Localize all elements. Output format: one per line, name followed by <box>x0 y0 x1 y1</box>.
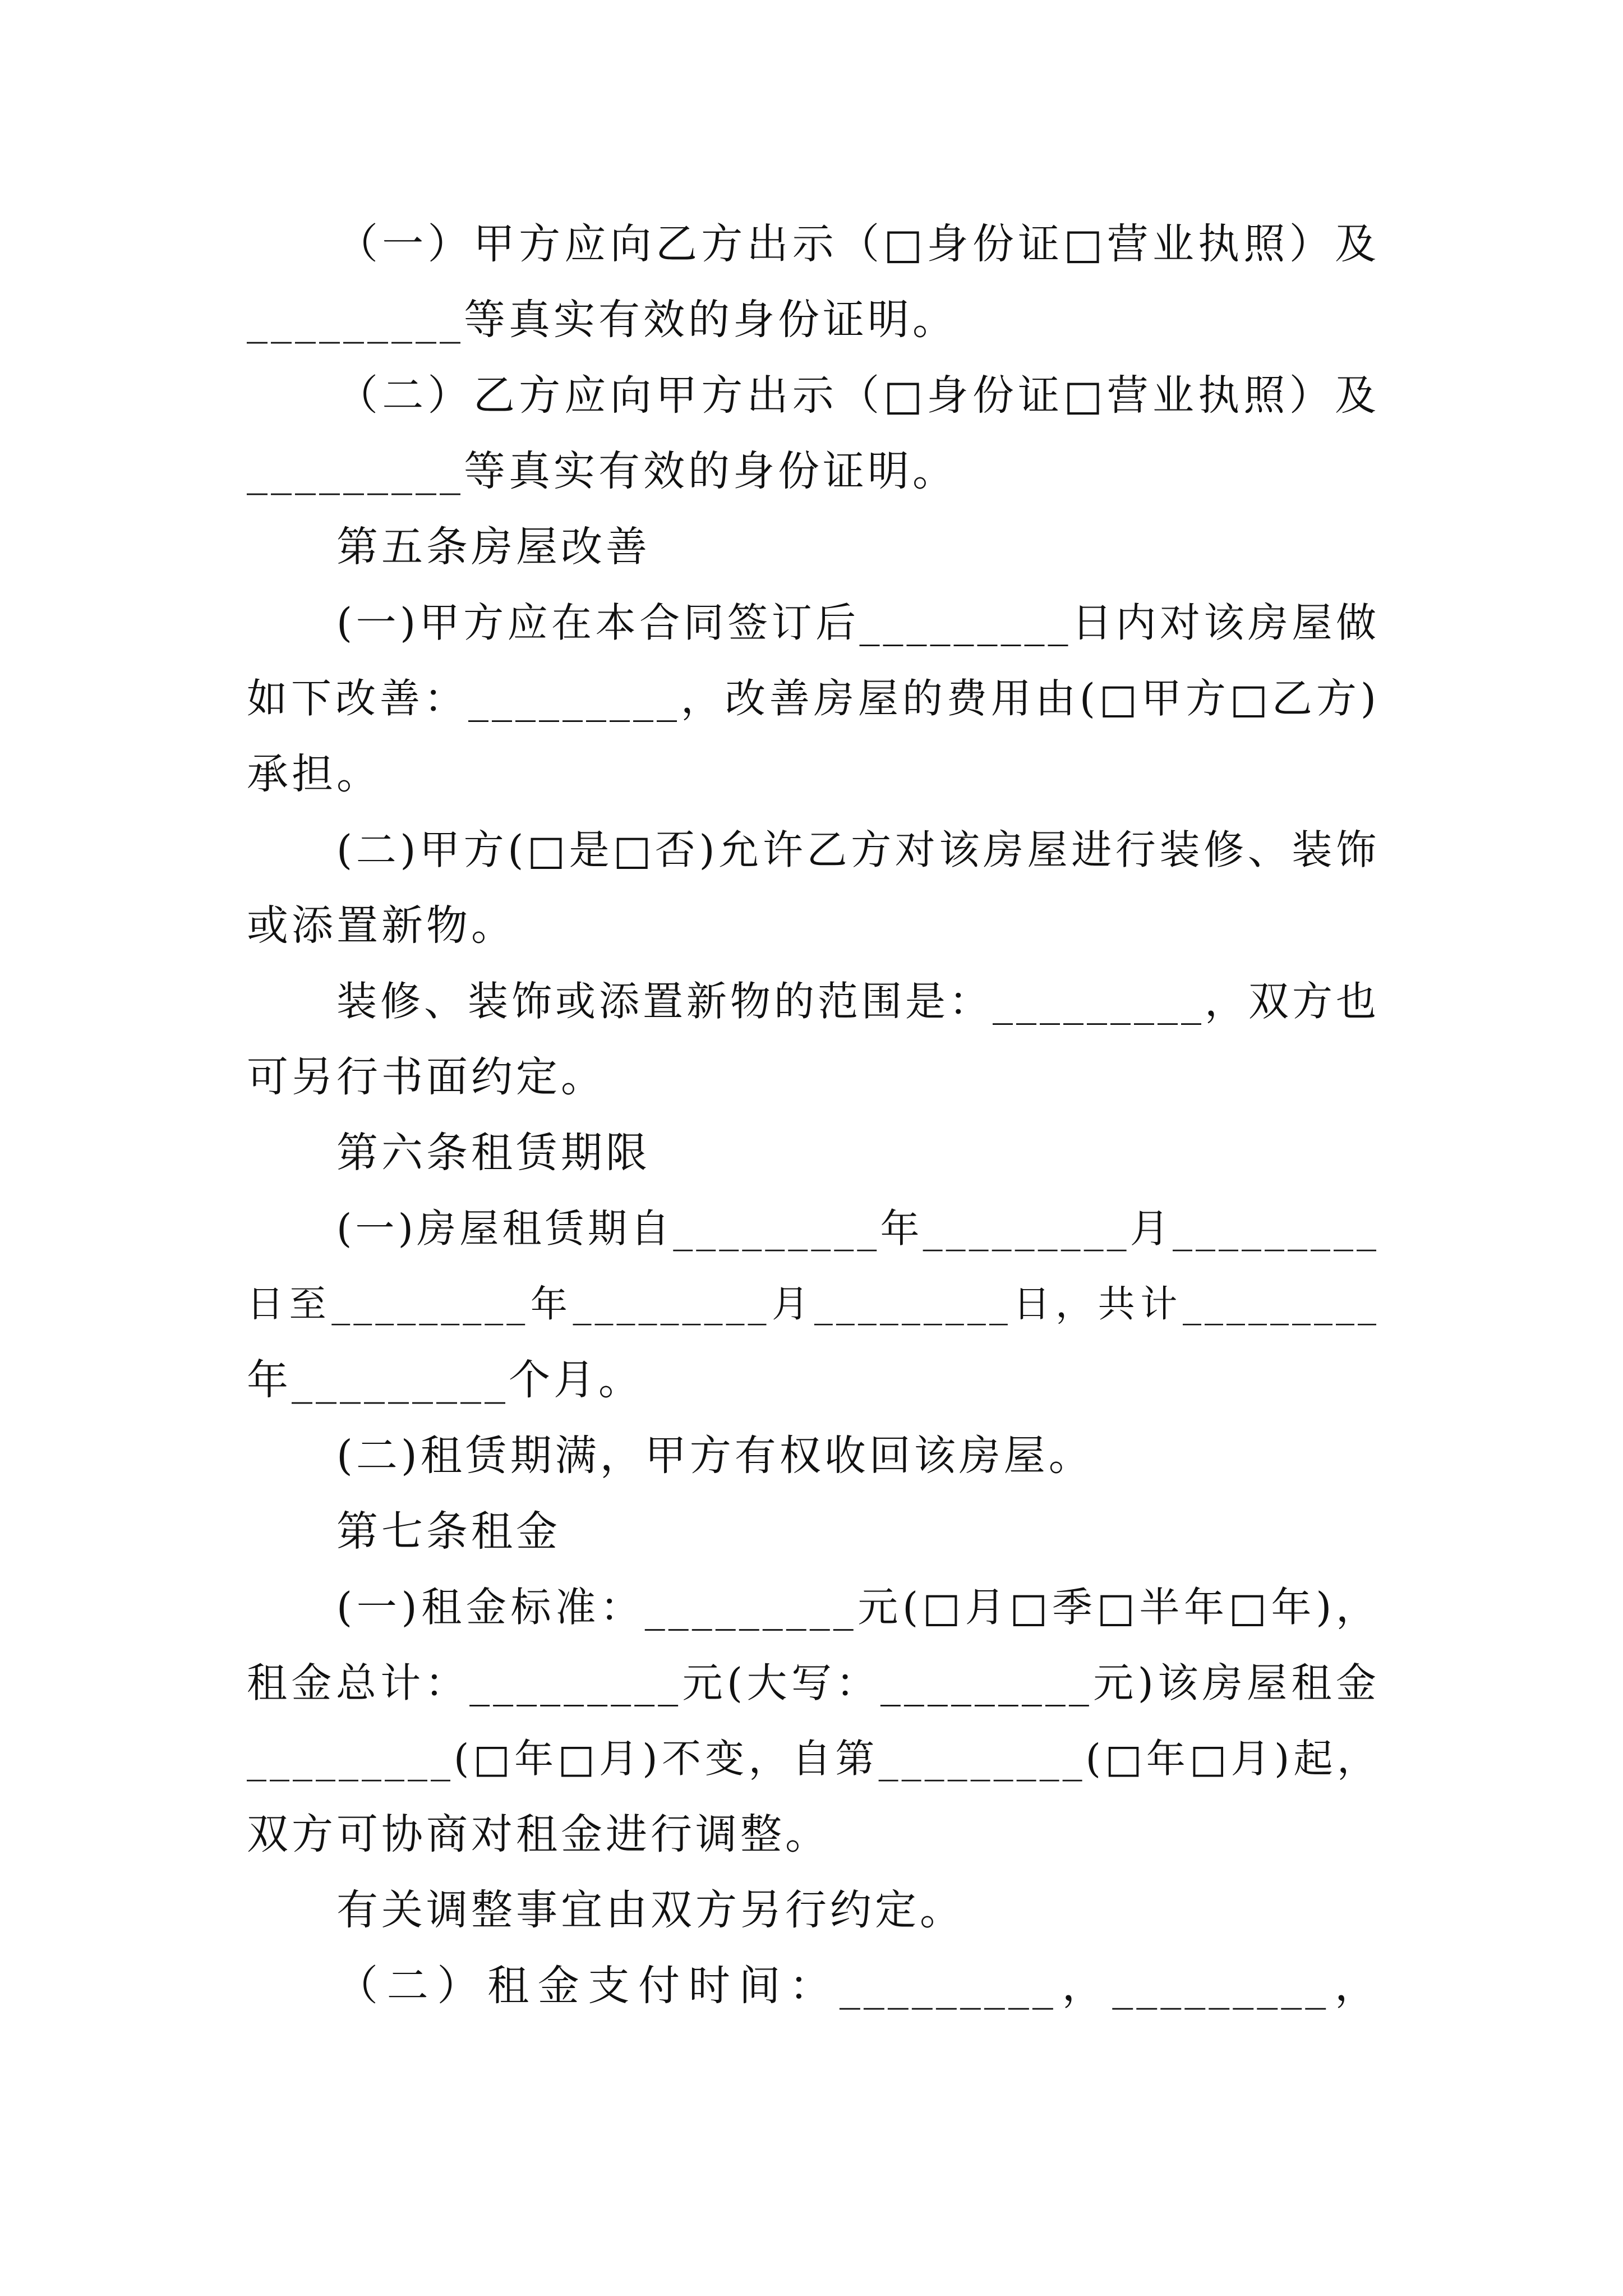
text-line: （一）甲方应向乙方出示（□身份证□营业执照）及 <box>336 220 1380 268</box>
text-line: 承担。 <box>247 750 381 798</box>
section-heading: 第五条房屋改善 <box>336 523 651 571</box>
text-line: _________等真实有效的身份证明。 <box>247 447 957 495</box>
text-line: _________等真实有效的身份证明。 <box>247 296 957 344</box>
text-line: 年_________个月。 <box>247 1356 643 1404</box>
text-line: 可另行书面约定。 <box>247 1053 606 1101</box>
text-line: 装修、装饰或添置新物的范围是：_________，双方也 <box>336 978 1380 1025</box>
text-line: 双方可协商对租金进行调整。 <box>247 1810 830 1858</box>
text-line: 租金总计：_________元(大写：_________元)该房屋租金 <box>247 1659 1380 1706</box>
text-line: （二）租金支付时间：_________，_________， <box>336 1962 1380 2010</box>
text-line: 有关调整事宜由双方另行约定。 <box>336 1886 965 1934</box>
text-line: 日至_________年_________月_________日，共计_________ <box>247 1282 1380 1326</box>
text-line: (二)甲方(□是□否)允许乙方对该房屋进行装修、装饰 <box>336 826 1380 873</box>
text-line: (一)房屋租赁期自_________年_________月_________ <box>336 1205 1380 1251</box>
text-line: 或添置新物。 <box>247 901 516 950</box>
text-line: 如下改善：_________，改善房屋的费用由(□甲方□乙方) <box>247 675 1380 722</box>
text-line: （二）乙方应向甲方出示（□身份证□营业执照）及 <box>336 371 1380 420</box>
text-line: (一)租金标准：_________元(□月□季□半年□年)， <box>336 1584 1380 1631</box>
section-heading: 第七条租金 <box>336 1507 561 1556</box>
text-line: (二)租赁期满，甲方有权收回该房屋。 <box>336 1432 1094 1480</box>
text-line: (一)甲方应在本合同签订后_________日内对该房屋做 <box>336 599 1380 646</box>
text-line: _________(□年□月)不变，自第_________(□年□月)起， <box>247 1736 1380 1782</box>
section-heading: 第六条租赁期限 <box>336 1129 651 1177</box>
